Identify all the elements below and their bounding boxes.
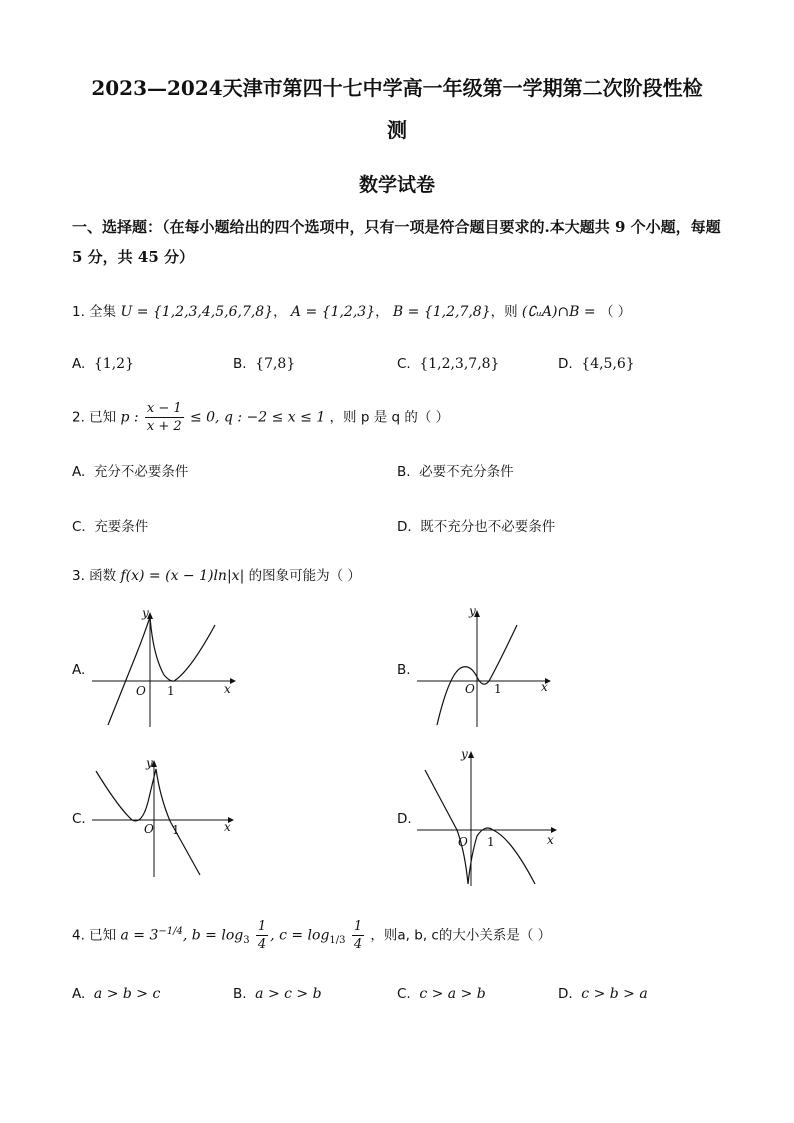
q1-expression: (∁ᵤA)∩B = — [521, 304, 596, 320]
q4-option-a[interactable]: A. a > b > c — [72, 986, 161, 1002]
q4-a-def: a = 3 — [120, 927, 159, 944]
q1-then: ，则 — [490, 304, 518, 320]
q2-prefix: 2. 已知 — [72, 409, 117, 426]
q3-graph-b — [415, 605, 565, 730]
q2-fraction-numerator: x − 1 — [146, 401, 182, 416]
q4-b-arg: $\frac{1}{4}$ — [257, 919, 267, 952]
graph-d-x-label: x — [547, 833, 554, 847]
exam-subtitle: 数学试卷 — [358, 174, 435, 196]
graph-b-x-label: x — [541, 680, 548, 694]
q1-sep: ， — [375, 304, 389, 320]
graph-a-y-label: y — [142, 606, 149, 620]
graph-a-tick: 1 — [167, 684, 175, 698]
question-3 — [72, 564, 361, 584]
q3-option-d[interactable]: D. — [397, 811, 412, 827]
q1-answer-blank: （ ） — [599, 304, 632, 320]
section-heading: 一、选择题：（在每小题给出的四个选项中，只有一项是符合题目要求的.本大题共 9 个小题，每题 5 分，共 45 分） — [72, 218, 721, 266]
q3-suffix: 的图象可能为（ ） — [248, 568, 361, 584]
q1-set-b: B = {1,2,7,8} — [392, 304, 491, 320]
q3-function: f(x) = (x − 1)ln|x| — [120, 568, 245, 584]
q1-prefix: 1. 全集 — [72, 304, 117, 320]
graph-a-origin: O — [136, 684, 146, 698]
q4-suffix: ，则a, b, c的大小关系是（ ） — [370, 927, 552, 944]
q3-option-a[interactable]: A. — [72, 662, 86, 678]
q4-c-def: , c = log — [270, 927, 330, 944]
q2-fraction — [145, 400, 184, 435]
q1-option-b[interactable]: B. {7,8} — [233, 356, 296, 372]
q1-set-u: U = {1,2,3,4,5,6,7,8} — [120, 304, 274, 320]
q4-prefix: 4. 已知 — [72, 927, 117, 944]
graph-b-origin: O — [465, 682, 475, 696]
q3-option-c[interactable]: C. — [72, 811, 86, 827]
q2-p: p : — [120, 409, 139, 426]
question-2 — [72, 400, 449, 435]
graph-c-origin: O — [144, 822, 154, 836]
graph-a-x-label: x — [224, 682, 231, 696]
q2-option-b[interactable]: B. 必要不充分条件 — [397, 464, 514, 480]
q4-b-def: , b = log — [182, 927, 244, 944]
exam-title-line2: 测 — [387, 118, 407, 142]
graph-c-x-label: x — [224, 820, 231, 834]
q2-option-a[interactable]: A. 充分不必要条件 — [72, 464, 189, 480]
graph-c-y-label: y — [146, 756, 153, 770]
q4-c-base: 1/3 — [329, 935, 346, 947]
q4-c-arg: $\frac{1}{4}$ — [353, 919, 363, 952]
q2-condition: ≤ 0, q : −2 ≤ x ≤ 1 — [189, 409, 326, 426]
q1-option-a[interactable]: A. {1,2} — [72, 356, 134, 372]
graph-c-tick: 1 — [172, 823, 180, 837]
q2-option-c[interactable]: C. 充要条件 — [72, 519, 149, 535]
q3-graph-d — [415, 748, 565, 888]
graph-d-y-label: y — [461, 747, 468, 761]
q1-option-c[interactable]: C. {1,2,3,7,8} — [397, 356, 500, 372]
q1-set-a: A = {1,2,3} — [290, 304, 376, 320]
q3-option-b[interactable]: B. — [397, 662, 411, 678]
graph-d-origin: O — [458, 835, 468, 849]
graph-b-y-label: y — [469, 604, 476, 618]
question-4 — [72, 918, 551, 953]
q1-sep: ， — [273, 304, 287, 320]
question-1 — [72, 300, 631, 320]
q3-prefix: 3. 函数 — [72, 568, 117, 584]
q2-suffix: ，则 p 是 q 的（ ） — [329, 409, 450, 426]
q4-a-exponent: −1/4 — [158, 926, 183, 937]
q3-graph-a — [90, 605, 240, 730]
q4-option-b[interactable]: B. a > c > b — [233, 986, 322, 1002]
q1-option-d[interactable]: D. {4,5,6} — [558, 356, 635, 372]
graph-d-tick: 1 — [487, 835, 495, 849]
q4-option-d[interactable]: D. c > b > a — [558, 986, 648, 1002]
q4-b-base: 3 — [243, 935, 250, 947]
q3-graph-c — [90, 757, 240, 882]
q2-fraction-denominator: x + 2 — [146, 419, 182, 434]
exam-title-line1: 2023—2024天津市第四十七中学高一年级第一学期第二次阶段性检 — [91, 76, 703, 100]
graph-b-tick: 1 — [494, 682, 502, 696]
q4-option-c[interactable]: C. c > a > b — [397, 986, 486, 1002]
q2-option-d[interactable]: D. 既不充分也不必要条件 — [397, 519, 556, 535]
